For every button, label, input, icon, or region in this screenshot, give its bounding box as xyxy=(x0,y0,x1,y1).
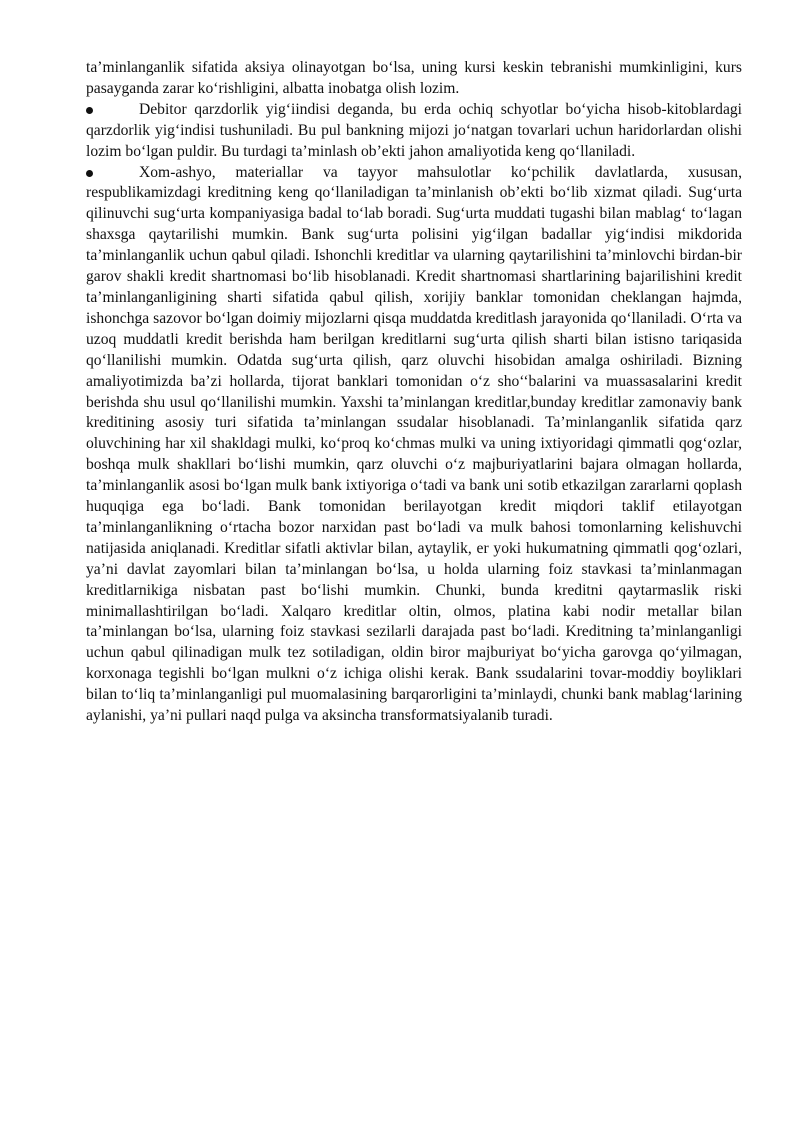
paragraph-continuation: ta’minlanganlik sifatida aksiya olinayotgan bo‘lsa, uning kursi keskin tebranishi mumkinligini, kurs pasayganda zarar ko‘rishligini, albatta inobatga olish lozim. xyxy=(86,59,742,97)
bullet-paragraph-xom-ashyo xyxy=(86,163,742,727)
bullet-icon xyxy=(86,107,93,114)
document-page xyxy=(86,58,742,727)
bullet-paragraph-debitor xyxy=(86,100,742,163)
bullet-paragraph-text: Xom-ashyo, materiallar va tayyor mahsulotlar ko‘pchilik davlatlarda, xususan, respublikamizdagi kreditning keng qo‘llaniladigan ta’minlanish ob’ekti bo‘lib xizmat qiladi. Sug‘urta qilinuvchi sug‘urta kompaniyasiga badal to‘lab boradi. Sug‘urta muddati tugashi bilan mablag‘ to‘lagan shaxsga qaytarilishi mumkin. Bank sug‘urta polisini yig‘ilgan badallar yig‘indisi mikdorida ta’minlanganlik uchun qabul qiladi. Ishonchli kreditlar va ularning qaytarilishini ta’minlovchi birdan-bir garov shakli kredit shartnomasi bo‘lib hisoblanadi. Kredit shartnomasi shartlarining bajarilishini kredit ta’minlanganligining sharti sifatida qabul qilish, xorijiy banklar tomonidan cheklangan hajmda, ishonchga sazovor bo‘lgan doimiy mijozlarni qisqa muddatda kreditlash jarayonida qo‘llaniladi. O‘rta va uzoq muddatli kredit berishda ham berilgan kreditlarni sug‘urta qilish sharti bilan istisno tariqasida qo‘llanilishi mumkin. Odatda sug‘urta qilish, qarz oluvchi hisobidan amalga oshiriladi. Bizning amaliyotimizda ba’zi hollarda, tijorat banklari tomonidan o‘z sho‘‘balarini va muassasalarini kredit berishda shu usul qo‘llanilishi mumkin. Yaxshi ta’minlangan kreditlar,bunday kreditlar zamonaviy bank kreditining asosiy turi sifatida ta’minlangan ssudalar hisoblanadi. Ta’minlanganlik sifatida qarz oluvchining har xil shakldagi mulki, ko‘proq ko‘chmas mulki va uning ixtiyoridagi qimmatli qog‘ozlar, boshqa mulk shakllari bo‘lishi mumkin, qarz oluvchi o‘z majburiyatlarini bajara olmagan hollarda, ta’minlanganlik asosi bo‘lgan mulk bank ixtiyoriga o‘tadi va bank uni sotib etkazilgan zararlarni qoplash huquqiga ega bo‘ladi. Bank tomonidan berilayotgan kredit miqdori taklif etilayotgan ta’minlanganlikning o‘rtacha bozor narxidan past bo‘ladi va mulk bahosi tomonlarning kelishuvchi natijasida aniqlanadi. Kreditlar sifatli aktivlar bilan, aytaylik, er yoki hukumatning qimmatli qog‘ozlari, ya’ni davlat zayomlari bilan ta’minlangan bo‘lsa, u holda ularning foiz stavkasi ta’minlanmagan kreditlarnikiga nisbatan past bo‘lishi mumkin. Chunki, bunda kreditni qaytarmaslik riski minimallashtirilgan bo‘ladi. Xalqaro kreditlar oltin, olmos, platina kabi nodir metallar bilan ta’minlangan bo‘lsa, ularning foiz stavkasi sezilarli darajada past bo‘ladi. Kreditning ta’minlanganligi uchun qabul qilinadigan mulk tez sotiladigan, oldin biror majburiyat bo‘yicha garovga qo‘yilmagan, korxonaga tegishli bo‘lgan mulkni o‘z ichiga olishi kerak. Bank ssudalarini tovar-moddiy boyliklari bilan to‘liq ta’minlanganligi pul muomalasining barqarorligini ta’minlaydi, chunki bank mablag‘larining aylanishi, ya’ni pullari naqd pulga va aksincha transformatsiyalanib turadi. xyxy=(86,163,742,725)
bullet-icon xyxy=(86,170,93,177)
bullet-paragraph-text: Debitor qarzdorlik yig‘iindisi deganda, bu erda ochiq schyotlar bo‘yicha hisob-kitoblardagi qarzdorlik yig‘indisi tushuniladi. Bu pul bankning mijozi jo‘natgan tovarlari uchun haridorlardan olishi lozim bo‘lgan puldir. Bu turdagi ta’minlash ob’ekti jahon amaliyotida keng qo‘llaniladi. xyxy=(86,100,742,160)
